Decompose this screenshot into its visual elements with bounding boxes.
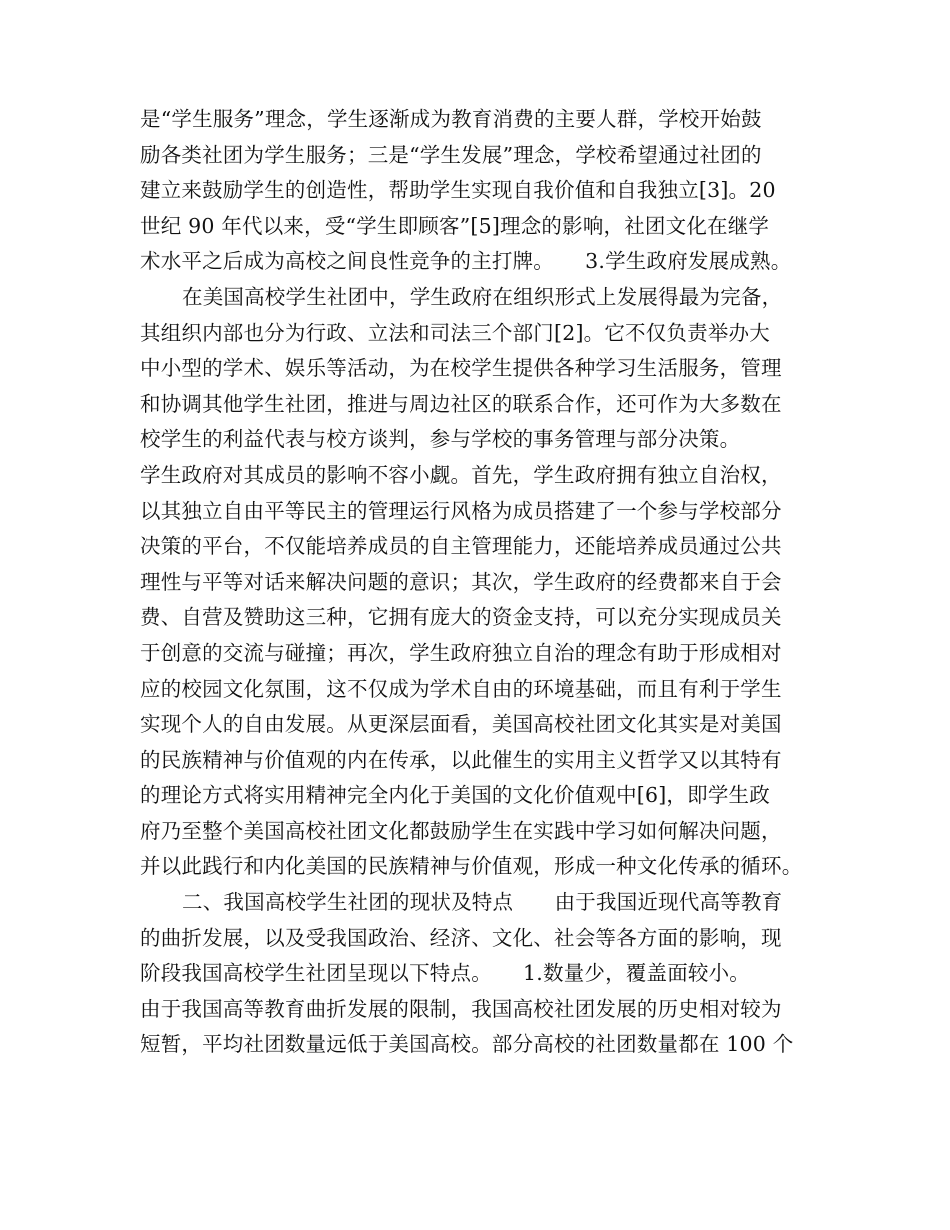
text-line: 和协调其他学生社团，推进与周边社区的联系合作，还可作为大多数在	[140, 391, 782, 416]
text-line: 理性与平等对话来解决问题的意识；其次，学生政府的经费都来自于会	[140, 569, 782, 594]
text-line: 实现个人的自由发展。从更深层面看，美国高校社团文化其实是对美国	[140, 712, 782, 737]
text-line: 费、自营及赞助这三种，它拥有庞大的资金支持，可以充分实现成员关	[140, 605, 782, 630]
text-line: 于创意的交流与碰撞；再次，学生政府独立自治的理念有助于形成相对	[140, 640, 782, 665]
text-line: 在美国高校学生社团中，学生政府在组织形式上发展得最为完备，	[182, 284, 783, 309]
text-line: 由于我国高等教育曲折发展的限制，我国高校社团发展的历史相对较为	[140, 996, 782, 1021]
text-line: 的曲折发展，以及受我国政治、经济、文化、社会等各方面的影响，现	[140, 925, 782, 950]
text-line: 世纪 90 年代以来，受“学生即顾客”[5]理念的影响，社团文化在继学	[140, 213, 770, 238]
text-line: 建立来鼓励学生的创造性，帮助学生实现自我价值和自我独立[3]。20	[140, 178, 776, 203]
body-text	[140, 102, 820, 1063]
text-line: 短暂，平均社团数量远低于美国高校。部分高校的社团数量都在 100 个	[140, 1032, 794, 1057]
text-line: 府乃至整个美国高校社团文化都鼓励学生在实践中学习如何解决问题，	[140, 818, 782, 843]
text-line: 校学生的利益代表与校方谈判，参与学校的事务管理与部分决策。	[140, 427, 741, 452]
text-line: 并以此践行和内化美国的民族精神与价值观，形成一种文化传承的循环。	[140, 854, 803, 879]
text-line: 应的校园文化氛围，这不仅成为学术自由的环境基础，而且有利于学生	[140, 676, 782, 701]
text-line: 的理论方式将实用精神完全内化于美国的文化价值观中[6]，即学生政	[140, 783, 770, 808]
text-line: 二、我国高校学生社团的现状及特点 由于我国近现代高等教育	[182, 890, 783, 915]
text-line: 励各类社团为学生服务；三是“学生发展”理念，学校希望通过社团的	[140, 142, 762, 167]
text-line: 中小型的学术、娱乐等活动，为在校学生提供各种学习生活服务，管理	[140, 356, 782, 381]
text-line: 的民族精神与价值观的内在传承，以此催生的实用主义哲学又以其特有	[140, 747, 782, 772]
text-line: 以其独立自由平等民主的管理运行风格为成员搭建了一个参与学校部分	[140, 498, 782, 523]
text-line: 阶段我国高校学生社团呈现以下特点。 1.数量少，覆盖面较小。	[140, 961, 751, 986]
text-line: 术水平之后成为高校之间良性竞争的主打牌。 3.学生政府发展成熟。	[140, 249, 792, 274]
text-line: 决策的平台，不仅能培养成员的自主管理能力，还能培养成员通过公共	[140, 534, 782, 559]
text-line: 是“学生服务”理念，学生逐渐成为教育消费的主要人群，学校开始鼓	[140, 107, 762, 131]
text-line: 其组织内部也分为行政、立法和司法三个部门[2]。它不仅负责举办大	[140, 320, 770, 345]
text-line: 学生政府对其成员的影响不容小觑。首先，学生政府拥有独立自治权，	[140, 462, 782, 487]
